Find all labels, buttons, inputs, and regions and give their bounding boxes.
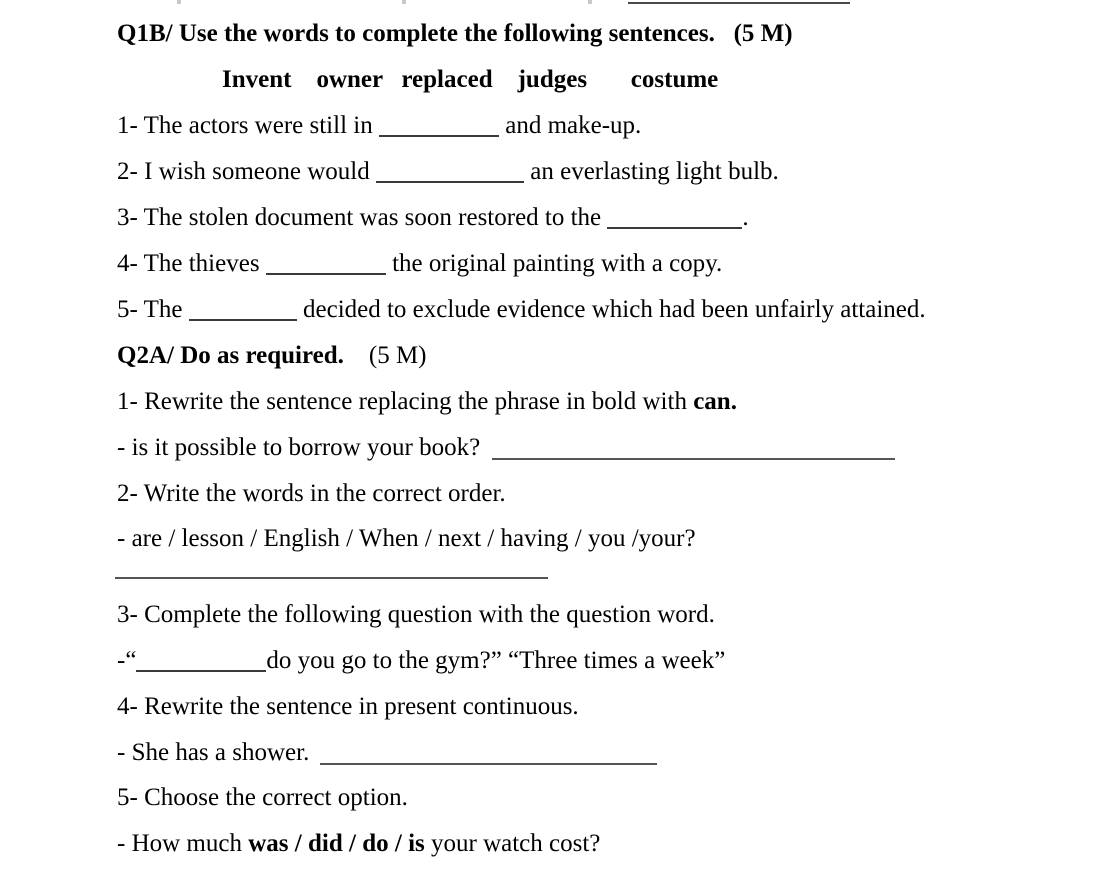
q2a-task-3-sentence-after: do you go to the gym?” “Three times a week” bbox=[266, 647, 726, 674]
q2a-task-3-sentence-before: -“ bbox=[117, 647, 137, 674]
q1b-marks: (5 M) bbox=[733, 20, 793, 47]
q2a-task-5-sentence bbox=[117, 830, 600, 858]
q2a-task-5-option-do[interactable]: do bbox=[362, 830, 389, 857]
q2a-task-5-sentence-before: - How much bbox=[117, 830, 249, 857]
q1b-item-3 bbox=[117, 204, 749, 232]
q2a-task-2-answer-rule[interactable] bbox=[115, 577, 548, 579]
q1b-item-3-blank[interactable] bbox=[607, 211, 742, 229]
q2a-task-1-prompt-before: 1- Rewrite the sentence replacing the phrase in bold with bbox=[117, 388, 694, 415]
q2a-task-3-sentence bbox=[117, 647, 725, 675]
q2a-task-2-sentence: - are / lesson / English / When / next / having / you /your? bbox=[117, 525, 696, 552]
q2a-task-2-prompt: 2- Write the words in the correct order. bbox=[117, 480, 506, 507]
q2a-heading-text: Q2A/ Do as required. bbox=[117, 342, 344, 369]
q2a-task-5-option-did[interactable]: did bbox=[307, 830, 343, 857]
q2a-task-5-prompt: 5- Choose the correct option. bbox=[117, 784, 408, 811]
q1b-heading bbox=[117, 20, 793, 48]
q2a-task-1-prompt bbox=[117, 388, 737, 416]
q1b-item-4-after: the original painting with a copy. bbox=[385, 250, 723, 277]
q1b-item-5-blank[interactable] bbox=[189, 303, 297, 321]
q1b-item-2-blank[interactable] bbox=[376, 165, 524, 183]
q2a-heading bbox=[117, 342, 427, 370]
q2a-task-3-prompt: 3- Complete the following question with the question word. bbox=[117, 601, 715, 628]
q2a-task-1-answer-rule[interactable] bbox=[492, 458, 895, 460]
q1b-item-4-blank[interactable] bbox=[266, 257, 386, 275]
q2a-task-4-answer-rule[interactable] bbox=[320, 763, 657, 765]
cropped-glyph-fragment bbox=[402, 0, 406, 4]
q2a-task-4-prompt: 4- Rewrite the sentence in present continuous. bbox=[117, 693, 579, 720]
q2a-marks: (5 M) bbox=[368, 342, 427, 369]
q1b-item-2-before: 2- I wish someone would bbox=[117, 158, 376, 185]
cropped-glyph-fragment bbox=[588, 0, 592, 4]
q2a-marks-spacer bbox=[344, 342, 369, 369]
q1b-item-1 bbox=[117, 112, 641, 140]
q1b-item-4-before: 4- The thieves bbox=[117, 250, 266, 277]
q2a-task-1-sentence: - is it possible to borrow your book? bbox=[117, 434, 481, 461]
q1b-item-1-blank[interactable] bbox=[379, 119, 499, 137]
q1b-item-2-after: an everlasting light bulb. bbox=[524, 158, 779, 185]
q1b-word-bank: Invent owner replaced judges costume bbox=[222, 66, 719, 93]
q1b-item-5-before: 5- The bbox=[117, 296, 189, 323]
q1b-item-5-after: decided to exclude evidence which had been unfairly attained. bbox=[296, 296, 926, 323]
cropped-answer-rule bbox=[628, 2, 850, 4]
q1b-item-3-after: . bbox=[742, 204, 749, 231]
q1b-item-1-before: 1- The actors were still in bbox=[117, 112, 379, 139]
q2a-task-5-option-is[interactable]: is bbox=[408, 830, 425, 857]
q2a-task-3-blank[interactable] bbox=[136, 654, 266, 672]
q2a-task-5-separator: / bbox=[342, 830, 363, 857]
q1b-heading-text: Q1B/ Use the words to complete the following sentences. bbox=[117, 20, 715, 47]
q2a-task-1-prompt-bold: can. bbox=[693, 388, 737, 415]
q1b-item-2 bbox=[117, 158, 779, 186]
q2a-task-5-separator: / bbox=[388, 830, 409, 857]
cropped-glyph-fragment bbox=[177, 0, 181, 4]
q1b-marks-spacer bbox=[715, 20, 734, 47]
q1b-item-1-after: and make-up. bbox=[498, 112, 642, 139]
q2a-task-4-sentence: - She has a shower. bbox=[117, 739, 310, 766]
q2a-task-5-separator: / bbox=[288, 830, 308, 857]
q2a-task-5-sentence-after: your watch cost? bbox=[424, 830, 601, 857]
q1b-item-5 bbox=[117, 296, 926, 324]
q1b-item-3-before: 3- The stolen document was soon restored to the bbox=[117, 204, 608, 231]
q2a-task-5-option-was[interactable]: was bbox=[248, 830, 289, 857]
q1b-item-4 bbox=[117, 250, 722, 278]
